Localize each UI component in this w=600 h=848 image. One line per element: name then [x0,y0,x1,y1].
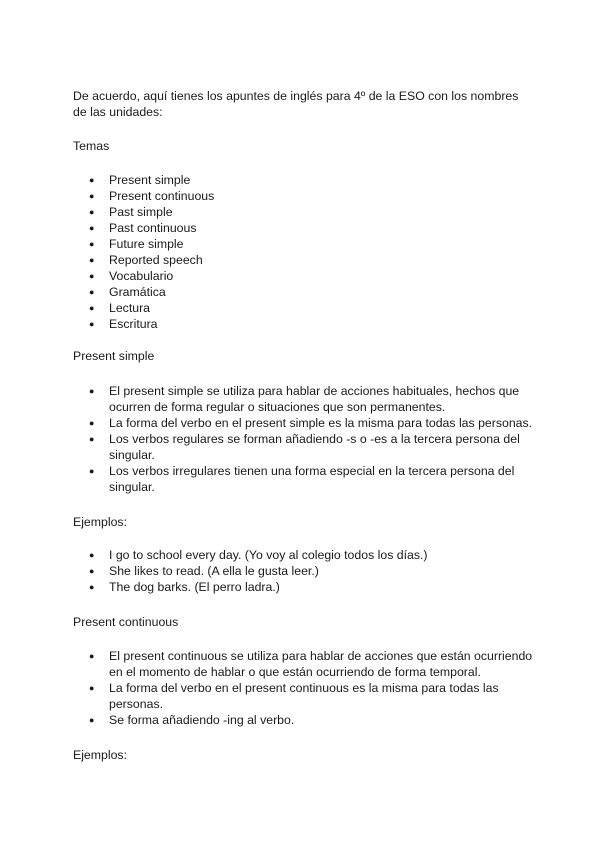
present-simple-heading: Present simple [73,349,155,363]
temas-heading: Temas [73,139,110,153]
list-item: ● Past continuous [73,220,533,236]
list-item: ● Past simple [73,204,533,220]
list-item: ● La forma del verbo en el present continuous es la misma para todas las personas. [73,680,533,712]
list-item: ● Future simple [73,236,533,252]
list-item: ● Gramática [73,284,533,300]
list-item: ● Escritura [73,316,533,332]
list-item: ● Los verbos irregulares tienen una forma especial en la tercera persona del singular. [73,463,533,495]
list-item: ● La forma del verbo en el present simple es la misma para todas las personas. [73,415,533,431]
list-item: ● She likes to read. (A ella le gusta leer.) [73,563,533,579]
present-continuous-heading: Present continuous [73,615,179,629]
present-continuous-examples-heading: Ejemplos: [73,748,127,762]
present-simple-examples-heading: Ejemplos: [73,515,127,529]
temas-list [73,172,533,332]
list-item: ● Reported speech [73,252,533,268]
present-simple-examples-list [73,547,533,595]
present-simple-list [73,383,533,495]
list-item: ● Present continuous [73,188,533,204]
list-item: ● The dog barks. (El perro ladra.) [73,579,533,595]
list-item: ● I go to school every day. (Yo voy al colegio todos los días.) [73,547,533,563]
list-item: ● Se forma añadiendo -ing al verbo. [73,712,533,728]
intro-paragraph: De acuerdo, aquí tienes los apuntes de inglés para 4º de la ESO con los nombres de las unidades: [73,89,519,119]
list-item: ● Los verbos regulares se forman añadiendo -s o -es a la tercera persona del singular. [73,431,533,463]
list-item: ● Present simple [73,172,533,188]
list-item: ● El present continuous se utiliza para hablar de acciones que están ocurriendo en el momento de hablar o que están ocurriendo de forma temporal. [73,648,533,680]
list-item: ● El present simple se utiliza para hablar de acciones habituales, hechos que ocurren de forma regular o situaciones que son permanentes. [73,383,533,415]
list-item: ● Lectura [73,300,533,316]
present-continuous-list [73,648,533,728]
list-item: ● Vocabulario [73,268,533,284]
